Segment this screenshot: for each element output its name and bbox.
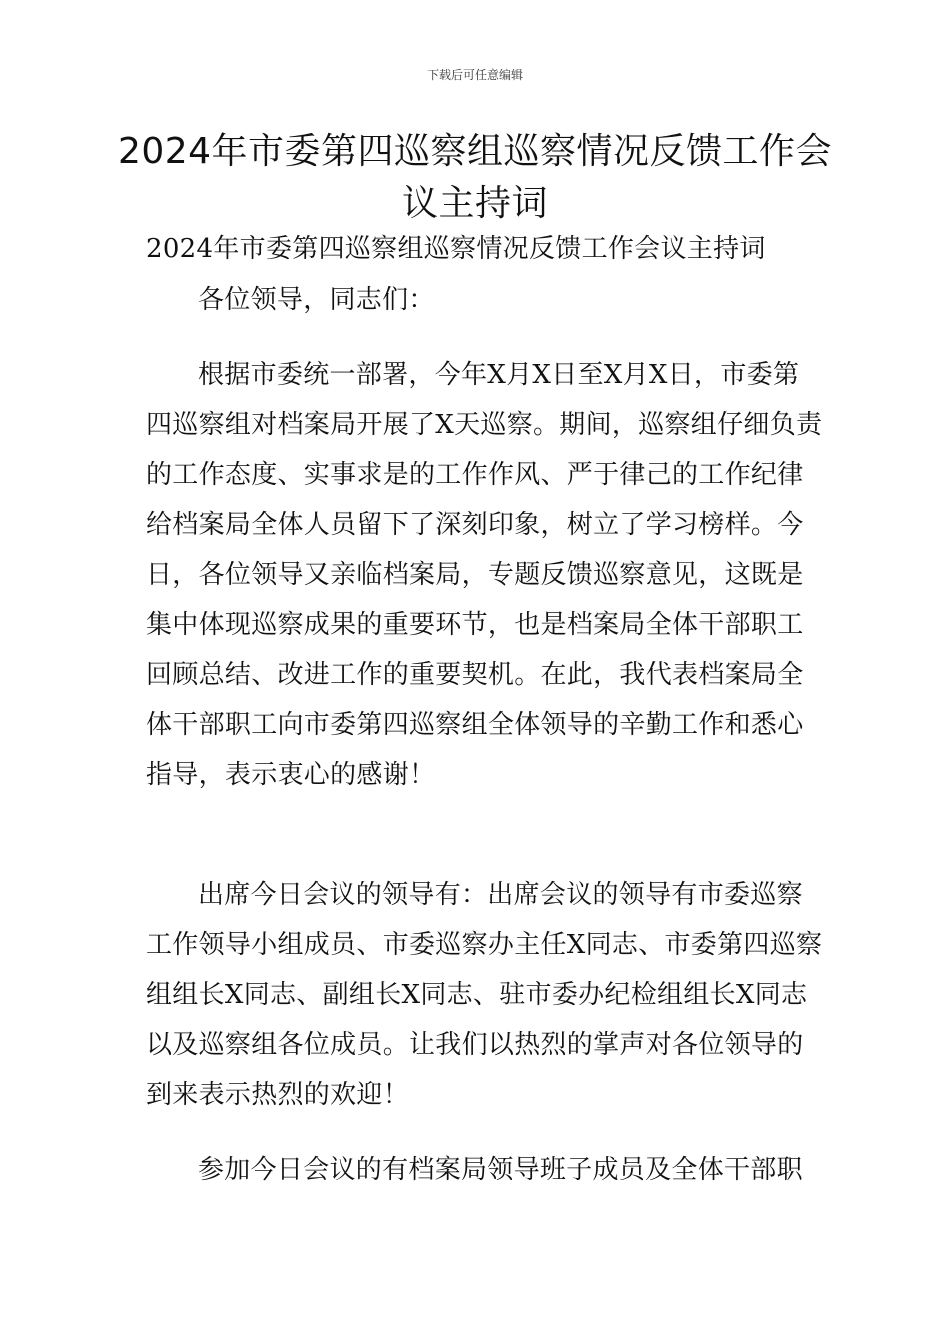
paragraph-line: 给档案局全体人员留下了深刻印象，树立了学习榜样。今 (146, 510, 804, 540)
paragraph-line: 集中体现巡察成果的重要环节，也是档案局全体干部职工 (146, 610, 804, 640)
paragraph-line: 指导，表示衷心的感谢！ (146, 760, 436, 790)
paragraph-line: 以及巡察组各位成员。让我们以热烈的掌声对各位领导的 (146, 1030, 804, 1060)
greeting: 各位领导，同志们： (198, 285, 435, 315)
paragraph-line: 回顾总结、改进工作的重要契机。在此，我代表档案局全 (146, 660, 804, 690)
paragraph-line: 到来表示热烈的欢迎！ (146, 1080, 410, 1110)
paragraph-line: 出席今日会议的领导有：出席会议的领导有市委巡察 (198, 880, 803, 910)
paragraph-line: 工作领导小组成员、市委巡察办主任X同志、市委第四巡察 (146, 930, 823, 960)
paragraph-line: 的工作态度、实事求是的工作作风、严于律己的工作纪律 (146, 460, 804, 490)
document-title: 2024年市委第四巡察组巡察情况反馈工作会议主持词 (117, 131, 833, 224)
paragraph-line: 日，各位领导又亲临档案局，专题反馈巡察意见，这既是 (146, 560, 804, 590)
paragraph-line: 根据市委统一部署，今年X月X日至X月X日，市委第 (198, 360, 800, 390)
subtitle-line: 2024年市委第四巡察组巡察情况反馈工作会议主持词 (146, 234, 766, 264)
paragraph-line: 体干部职工向市委第四巡察组全体领导的辛勤工作和悉心 (146, 710, 804, 740)
paragraph-line: 组组长X同志、副组长X同志、驻市委办纪检组组长X同志 (146, 980, 808, 1010)
paragraph-line: 参加今日会议的有档案局领导班子成员及全体干部职 (198, 1155, 803, 1185)
header-note: 下载后可任意编辑 (426, 68, 523, 82)
paragraph-line: 四巡察组对档案局开展了X天巡察。期间，巡察组仔细负责 (146, 410, 823, 440)
